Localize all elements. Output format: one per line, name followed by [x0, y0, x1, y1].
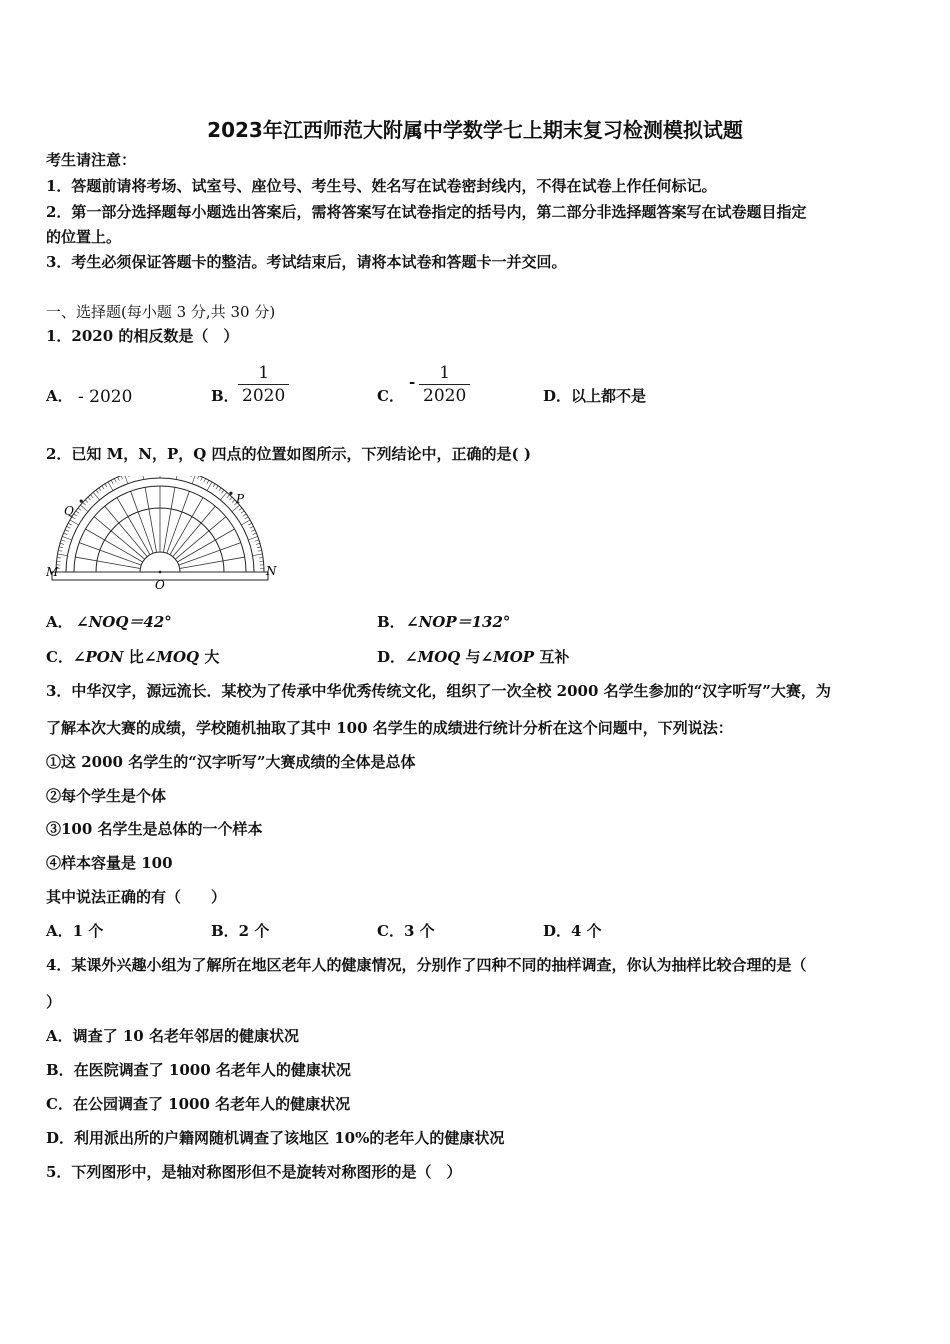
protractor-tick — [60, 543, 64, 544]
protractor-tick — [222, 490, 224, 493]
protractor-tick — [248, 536, 257, 539]
protractor-tick — [204, 479, 206, 483]
point-m-label: M — [46, 565, 59, 579]
protractor-tick — [68, 523, 72, 525]
protractor-tick — [239, 508, 242, 510]
q3-stem-line1: 3．中华汉字，源远流长．某校为了传承中华优秀传统文化，组织了一次全校 2000 名学生参加的“汉字听写”大赛，为 — [46, 682, 831, 700]
q3-stem-line2: 了解本次大赛的成绩，学校随机抽取了其中 100 名学生的成绩进行统计分析在这个问题中，下列说法： — [46, 719, 733, 737]
protractor-tick — [83, 502, 86, 505]
q4-option-a: A．调查了 10 名老年邻居的健康状况 — [46, 1027, 299, 1045]
protractor-tick — [207, 482, 212, 491]
q3-statement-1: ①这 2000 名学生的“汉字听写”大赛成绩的全体是总体 — [46, 753, 416, 771]
protractor-ray — [145, 487, 156, 552]
protractor-tick — [232, 500, 235, 503]
protractor-tick — [58, 550, 62, 551]
protractor-tick — [88, 497, 91, 500]
q4-stem-line2: ） — [46, 993, 62, 1011]
protractor-tick — [241, 520, 250, 525]
protractor-tick — [76, 511, 79, 513]
point-q-mark — [80, 499, 83, 502]
protractor-tick — [243, 514, 246, 516]
protractor-tick — [118, 477, 120, 481]
protractor-tick — [64, 533, 68, 534]
notice-item: 的位置上。 — [46, 228, 122, 246]
q2-option-b-text: ∠NOP＝132° — [406, 613, 511, 631]
q1-option-a-value: - 2020 — [78, 387, 133, 407]
protractor-tick — [142, 476, 144, 479]
q1-option-b-fraction — [238, 362, 289, 407]
protractor-tick — [114, 479, 116, 483]
q3-statement-3: ③100 名学生是总体的一个样本 — [46, 820, 263, 838]
protractor-tick — [250, 526, 254, 528]
protractor-tick — [85, 500, 88, 503]
protractor-tick — [67, 526, 71, 528]
protractor-ray — [180, 557, 245, 568]
q2-option-a-label: A． — [46, 613, 73, 631]
protractor-tick — [213, 484, 215, 487]
protractor-tick — [62, 536, 71, 539]
fraction-numerator: 1 — [439, 363, 451, 383]
protractor-ray — [131, 491, 154, 553]
protractor-tick — [121, 476, 122, 479]
q4-option-c: C．在公园调查了 1000 名老年人的健康状况 — [46, 1095, 351, 1113]
protractor-tick — [74, 514, 77, 516]
protractor-tick — [59, 547, 63, 548]
protractor-tick — [90, 495, 93, 498]
protractor-tick — [176, 476, 178, 479]
q5-stem: 5．下列图形中，是轴对称图形但不是旋转对称图形的是（ ） — [46, 1163, 462, 1181]
q1-option-c-fraction — [419, 362, 470, 407]
notice-item: 2．第一部分选择题每小题选出答案后，需将答案写在试卷指定的括号内，第二部分非选择题答案写在试卷题目指定 — [46, 203, 807, 221]
protractor-tick — [197, 476, 198, 479]
protractor-tick — [191, 476, 192, 477]
protractor-tick — [111, 480, 113, 484]
protractor-tick — [99, 488, 101, 491]
protractor-tick — [108, 482, 113, 491]
section-heading: 一、选择题(每小题 3 分,共 30 分) — [46, 303, 276, 321]
angle: ∠MOQ — [143, 648, 200, 666]
notice-item: 3．考生必须保证答题卡的整洁。考试结束后，请将本试卷和答题卡一并交回。 — [46, 253, 567, 271]
protractor-ray — [179, 543, 241, 566]
q3-option-b: B．2 个 — [211, 922, 270, 940]
protractor-figure — [40, 476, 285, 591]
protractor-tick — [201, 477, 203, 481]
connector: 大 — [199, 648, 220, 666]
point-o-mark — [159, 571, 162, 574]
q3-statement-4: ④样本容量是 100 — [46, 854, 173, 872]
q3-statement-2: ②每个学生是个体 — [46, 787, 167, 805]
q1-option-d: D．以上都不是 — [543, 387, 647, 405]
protractor-tick — [253, 533, 257, 534]
protractor-tick — [259, 558, 263, 559]
notice-heading: 考生请注意： — [46, 151, 137, 169]
connector: 与 — [460, 648, 481, 666]
protractor-tick — [227, 495, 230, 498]
connector: 比 — [123, 648, 144, 666]
point-o-label: O — [155, 578, 165, 591]
protractor-tick — [253, 554, 263, 556]
q1-option-a-label: A． — [46, 387, 73, 405]
q2-option-c — [46, 647, 219, 667]
protractor-tick — [251, 530, 255, 532]
protractor-tick — [70, 520, 79, 525]
protractor-tick — [105, 484, 107, 487]
notice-item: 1．答题前请将考场、试室号、座位号、考生号、姓名写在试卷密封线内，不得在试卷上作任何标记。 — [46, 177, 717, 195]
protractor-tick — [93, 492, 99, 500]
fraction-numerator: 1 — [258, 363, 270, 383]
protractor-tick — [192, 476, 195, 484]
q4-option-d: D．利用派出所的户籍网随机调查了该地区 10%的老年人的健康状况 — [46, 1129, 505, 1147]
protractor-tick — [220, 492, 226, 500]
point-p-mark — [229, 492, 232, 495]
point-p-label: P — [236, 492, 245, 506]
protractor-tick — [248, 523, 252, 525]
angle: ∠PON — [72, 648, 124, 666]
protractor-ray — [79, 543, 141, 566]
protractor-tick — [80, 505, 88, 511]
fraction-denominator: 2020 — [238, 384, 289, 407]
protractor-tick — [257, 547, 261, 548]
protractor-tick — [232, 505, 240, 511]
protractor-tick — [229, 497, 232, 500]
q2-stem: 2．已知 M，N，P，Q 四点的位置如图所示，下列结论中，正确的是( ) — [46, 445, 531, 463]
protractor-tick — [128, 476, 129, 477]
q3-option-c: C．3 个 — [377, 922, 435, 940]
protractor-tick — [256, 543, 260, 544]
protractor-tick — [207, 480, 209, 484]
protractor-tick — [241, 511, 244, 513]
protractor-tick — [124, 476, 127, 484]
q3-option-a: A．1 个 — [46, 922, 104, 940]
q3-question: 其中说法正确的有（ ） — [46, 888, 227, 906]
angle: ∠MOQ — [405, 648, 461, 666]
protractor-tick — [96, 490, 98, 493]
protractor-tick — [255, 540, 259, 541]
protractor-tick — [245, 517, 248, 519]
q1-option-c-sign: - — [409, 373, 416, 391]
angle: ∠MOP — [480, 648, 535, 666]
option-label: C． — [46, 648, 73, 666]
protractor-tick — [57, 558, 61, 559]
q1-option-b-label: B． — [211, 387, 239, 405]
q3-option-d: D．4 个 — [543, 922, 602, 940]
page-title: 2023年江西师范大附属中学数学七上期末复习检测模拟试题 — [207, 118, 743, 142]
protractor-ray — [75, 557, 140, 568]
q2-option-b-label: B． — [377, 613, 405, 631]
protractor-ray — [163, 487, 174, 552]
q4-stem-line1: 4．某课外兴趣小组为了解所在地区老年人的健康情况，分别作了四种不同的抽样调查，你认为抽样比较合理的是（ — [46, 956, 807, 974]
q2-option-a-text: ∠NOQ＝42° — [76, 613, 172, 631]
protractor-tick — [219, 488, 221, 491]
protractor-tick — [258, 550, 262, 551]
protractor-tick — [58, 554, 68, 556]
point-q-label: Q — [64, 504, 74, 518]
point-n-label: N — [266, 564, 277, 578]
connector: 互补 — [534, 648, 570, 666]
q1-stem: 1．2020 的相反数是（ ） — [46, 327, 239, 345]
protractor-tick — [65, 530, 69, 532]
protractor-ray — [167, 491, 190, 553]
fraction-denominator: 2020 — [419, 384, 470, 407]
option-label: D． — [377, 648, 406, 666]
q2-option-d — [377, 647, 569, 667]
protractor-tick — [78, 508, 81, 510]
q4-option-b: B．在医院调查了 1000 名老年人的健康状况 — [46, 1061, 351, 1079]
q1-option-c-label: C． — [377, 387, 404, 405]
protractor-tick — [216, 486, 218, 489]
protractor-tick — [61, 540, 65, 541]
protractor-tick — [102, 486, 104, 489]
